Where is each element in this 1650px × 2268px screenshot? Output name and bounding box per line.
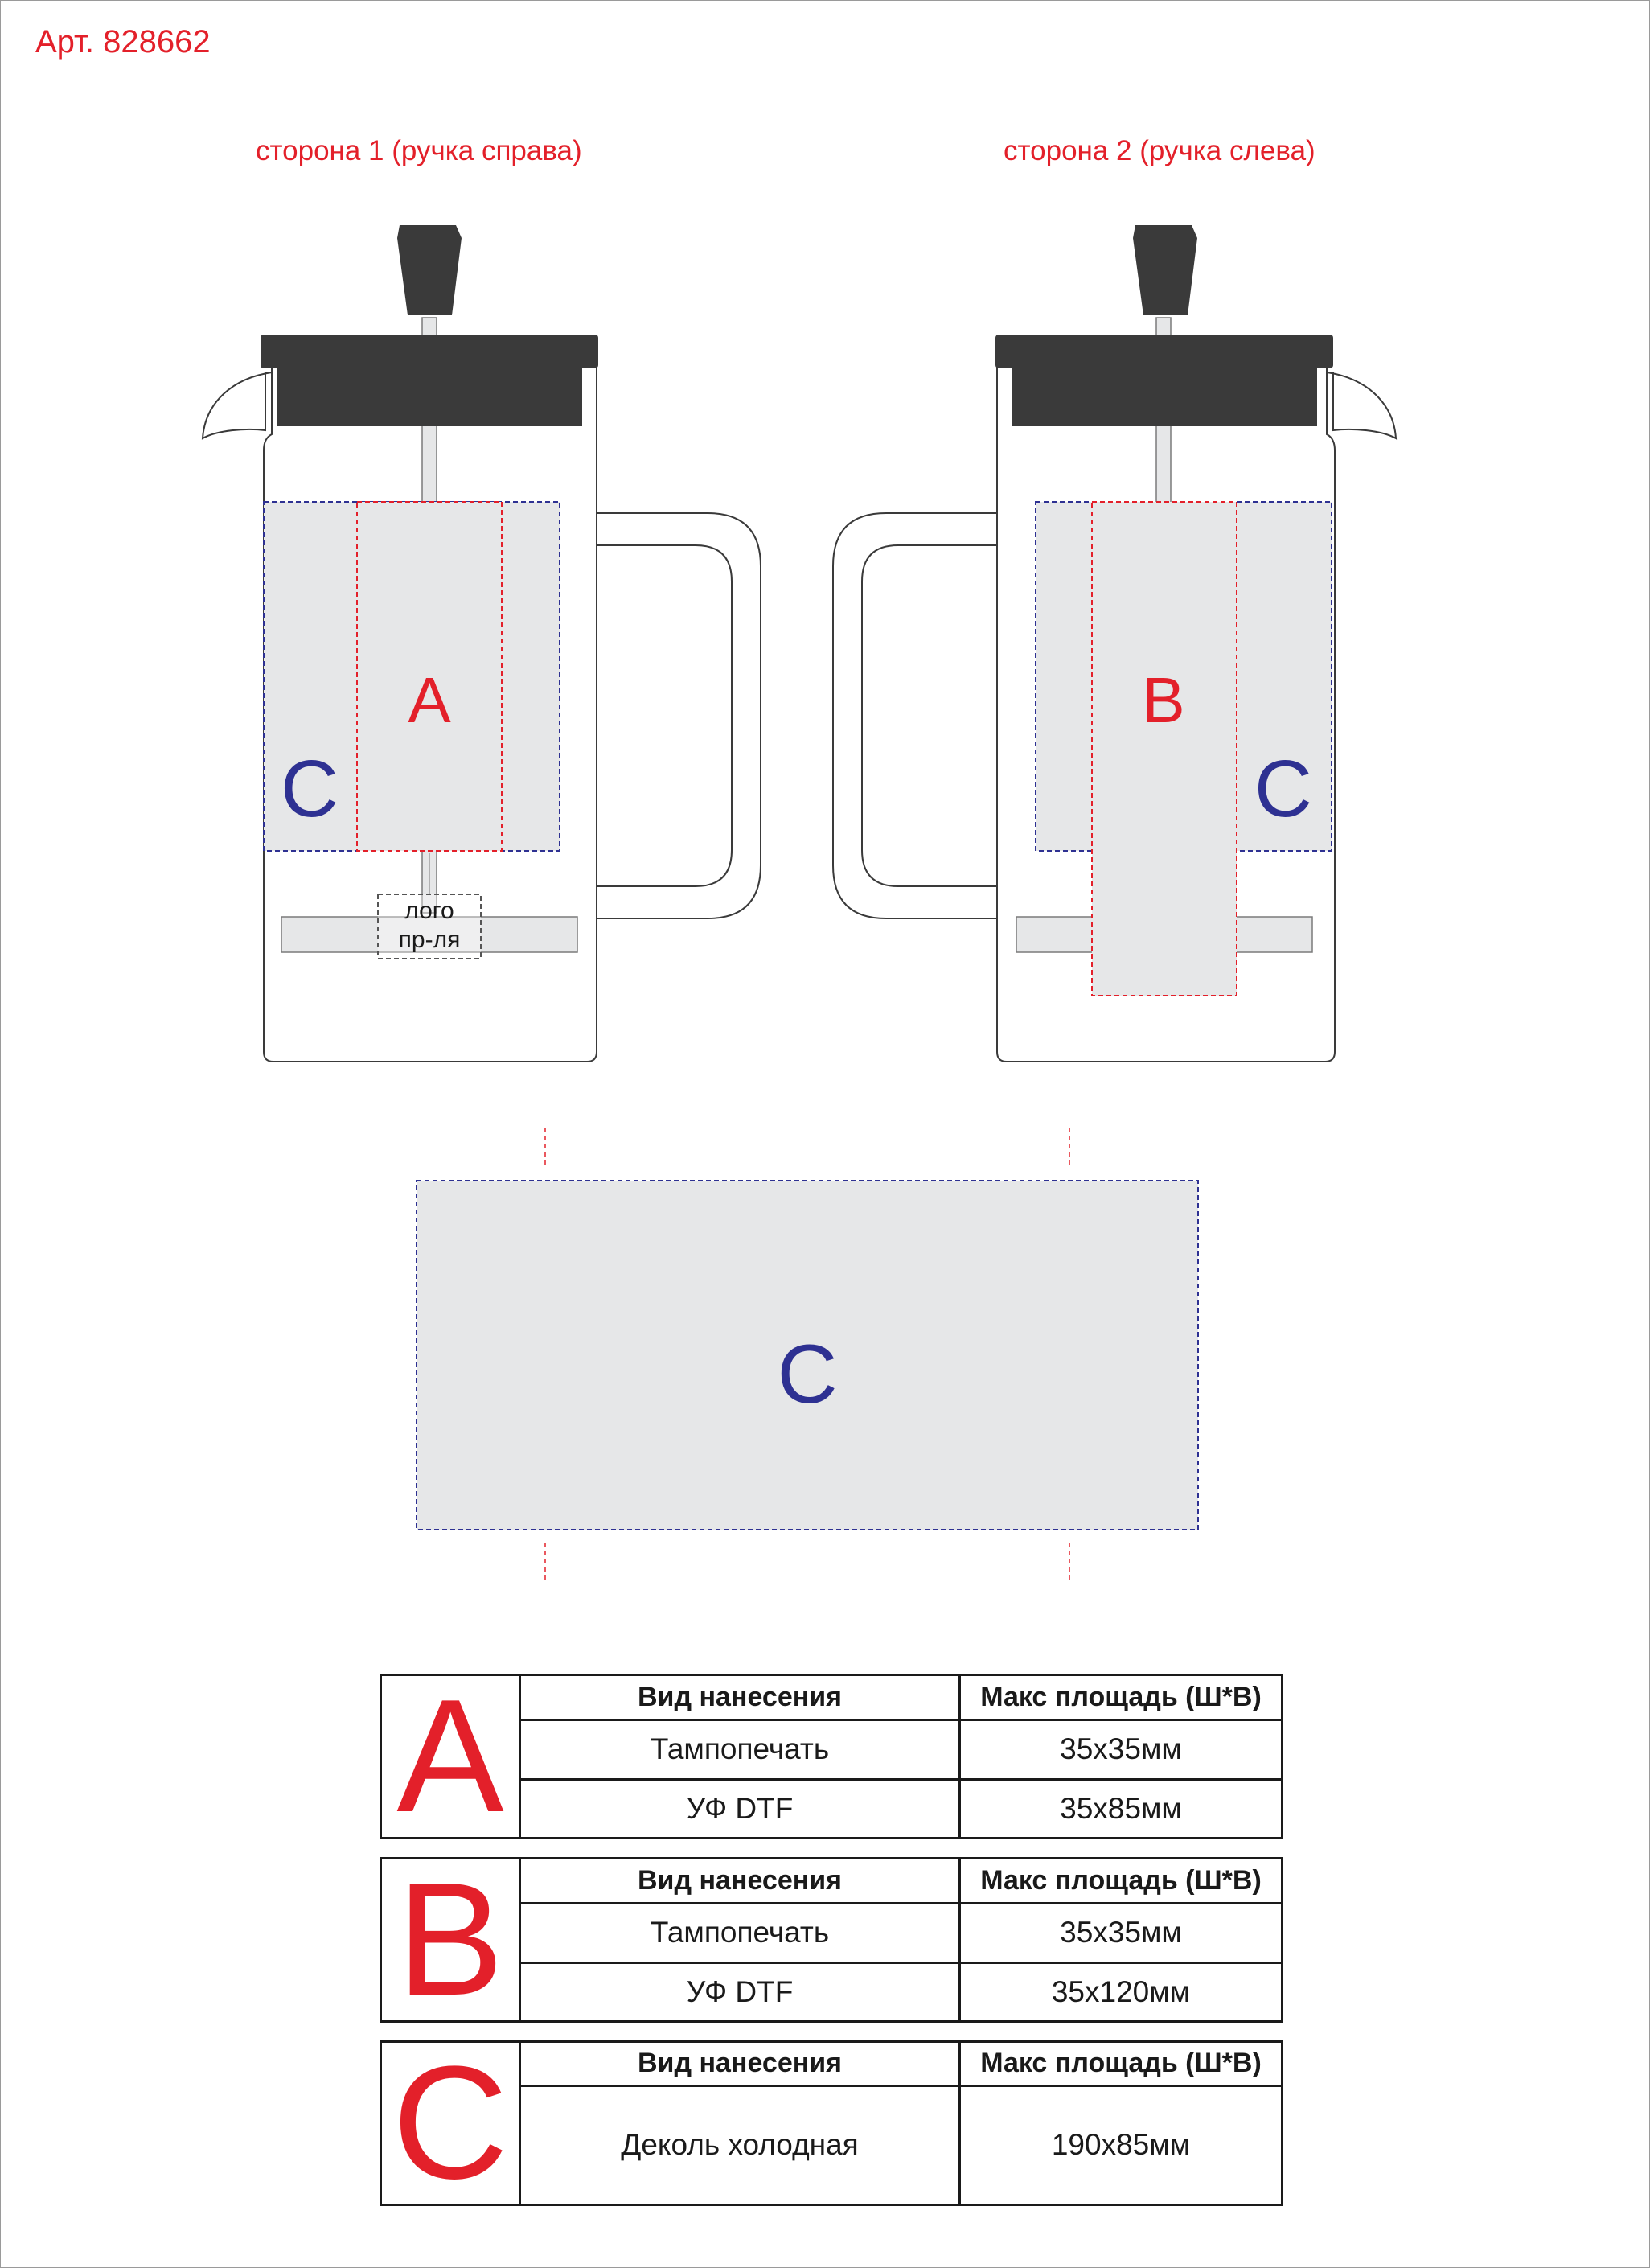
french-press-side-2 bbox=[833, 225, 1396, 1062]
zone-c-unrolled bbox=[417, 1128, 1198, 1583]
zone-b-table bbox=[380, 1850, 1283, 2029]
spout-side-2 bbox=[1327, 372, 1396, 438]
zone-b-area bbox=[1092, 502, 1237, 996]
knob-side-2 bbox=[1133, 225, 1197, 315]
area-cell: 190x85мм bbox=[960, 2085, 1283, 2204]
area-cell: 35x35мм bbox=[960, 1720, 1283, 1779]
method-cell: Деколь холодная bbox=[520, 2085, 960, 2204]
zone-c-letter-side-2: C bbox=[1254, 744, 1313, 834]
method-header: Вид нанесения bbox=[520, 2042, 960, 2086]
logo-label-line1: лого bbox=[404, 898, 454, 924]
area-header: Макс площадь (Ш*В) bbox=[960, 1859, 1283, 1904]
knob-side-1 bbox=[397, 225, 462, 315]
area-cell: 35x85мм bbox=[960, 1779, 1283, 1838]
handle-side-1 bbox=[597, 513, 761, 918]
area-header: Макс площадь (Ш*В) bbox=[960, 1675, 1283, 1720]
lid-insert-side-1 bbox=[277, 367, 582, 426]
lid-insert-side-2 bbox=[1012, 367, 1317, 426]
side-2-label: сторона 2 (ручка слева) bbox=[1004, 135, 1315, 166]
logo-label-line2: пр-ля bbox=[398, 927, 461, 953]
zone-a-letter: A bbox=[408, 664, 451, 736]
zone-b-letter: B bbox=[1142, 664, 1185, 736]
area-cell: 35x35мм bbox=[960, 1904, 1283, 1962]
handle-inner-side-2 bbox=[862, 545, 997, 886]
zone-a-table bbox=[380, 1666, 1283, 1846]
method-header: Вид нанесения bbox=[520, 1859, 960, 1904]
zone-c-letter-side-1: C bbox=[280, 744, 339, 834]
method-cell: Тампопечать bbox=[520, 1904, 960, 1962]
article-number: Арт. 828662 bbox=[35, 24, 211, 60]
method-header: Вид нанесения bbox=[520, 1675, 960, 1720]
zone-c-table bbox=[380, 2033, 1283, 2213]
area-header: Макс площадь (Ш*В) bbox=[960, 2042, 1283, 2086]
method-cell: УФ DTF bbox=[520, 1962, 960, 2021]
handle-inner-side-1 bbox=[597, 545, 732, 886]
french-press-side-1 bbox=[203, 225, 761, 1062]
area-cell: 35x120мм bbox=[960, 1962, 1283, 2021]
spout-side-1 bbox=[203, 372, 272, 438]
lid-side-2 bbox=[995, 335, 1333, 368]
lid-side-1 bbox=[261, 335, 598, 368]
side-1-label: сторона 1 (ручка справа) bbox=[256, 135, 582, 166]
method-cell: Тампопечать bbox=[520, 1720, 960, 1779]
zone-a-table-letter: A bbox=[381, 1675, 520, 1839]
zone-c-table-letter: C bbox=[381, 2042, 520, 2205]
handle-side-2 bbox=[833, 513, 997, 918]
zone-b-table-letter: B bbox=[381, 1859, 520, 2022]
method-cell: УФ DTF bbox=[520, 1779, 960, 1838]
zone-c-letter-unrolled: C bbox=[777, 1328, 838, 1421]
